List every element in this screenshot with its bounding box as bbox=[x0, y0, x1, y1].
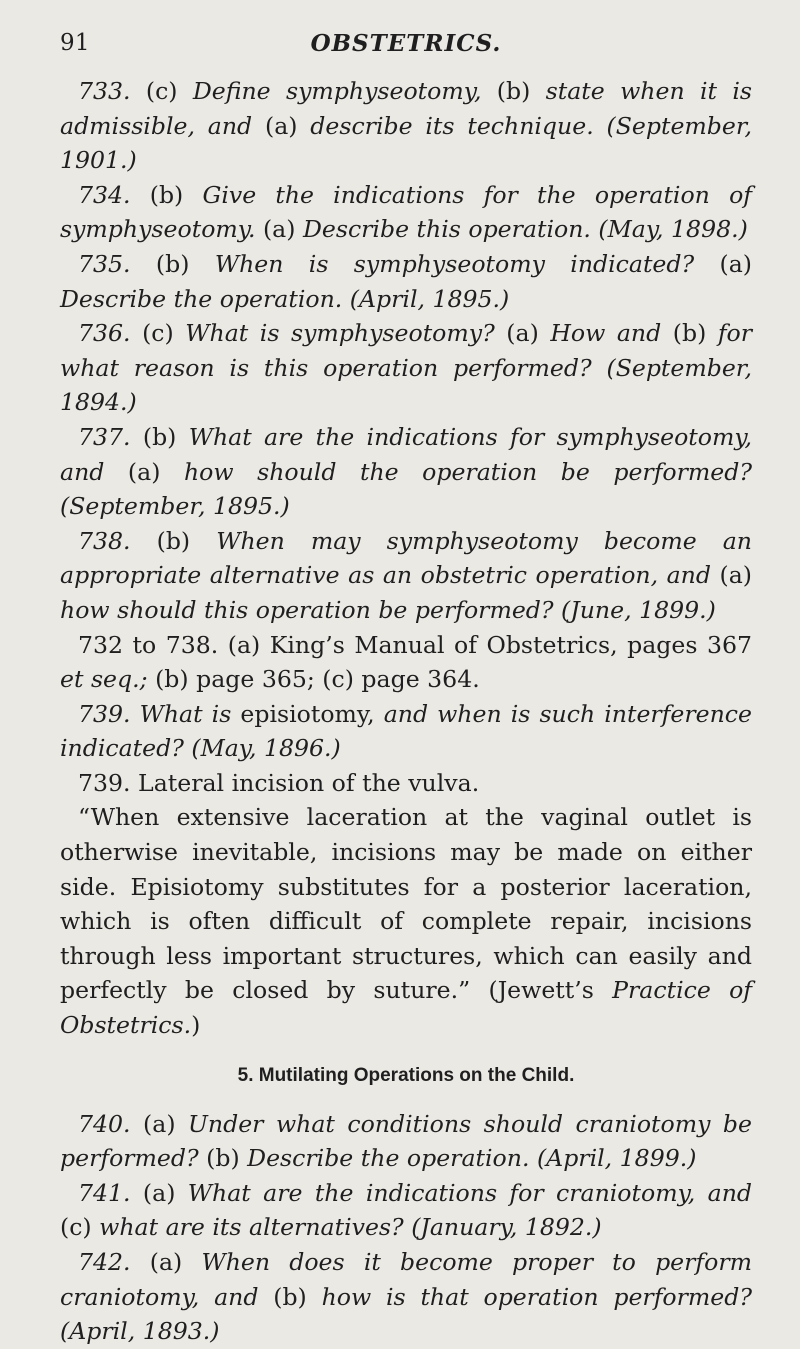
page-header bbox=[60, 30, 752, 64]
running-title: OBSTETRICS. bbox=[310, 30, 502, 57]
answer-739: 739. Lateral incision of the vulva. bbox=[78, 768, 480, 797]
question-740: 740. (a) Under what conditions should craniotomy be performed? (b) Describe the operation. (April, 1899.) bbox=[60, 1109, 752, 1173]
question-734: 734. (b) Give the indications for the operation of symphyseotomy. (a) Describe this operation. (May, 1898.) bbox=[60, 180, 753, 244]
page-content bbox=[60, 74, 752, 1349]
question-738: 738. (b) When may symphyseotomy become an appropriate alternative as an obstetric operation, and (a) how should this operation be performed? (June, 1899.) bbox=[60, 526, 752, 624]
question-739: 739. What is episiotomy, and when is such interference indicated? (May, 1896.) bbox=[60, 699, 752, 763]
page-number: 91 bbox=[60, 30, 90, 56]
question-741: 741. (a) What are the indications for craniotomy, and (c) what are its alternatives? (January, 1892.) bbox=[60, 1178, 753, 1242]
answer-732-738: 732 to 738. (a) King’s Manual of Obstetrics, pages 367 et seq.; (b) page 365; (c) page 364. bbox=[60, 630, 752, 694]
question-742: 742. (a) When does it become proper to perform craniotomy, and (b) how is that operation performed? (April, 1893.) bbox=[60, 1248, 752, 1346]
question-733: 733. (c) Define symphyseotomy, (b) state when it is admissible, and (a) describe its technique. (September, 1901.) bbox=[60, 77, 753, 175]
question-736: 736. (c) What is symphyseotomy? (a) How and (b) for what reason is this operation performed? (September, 1894.) bbox=[60, 319, 753, 417]
question-735: 735. (b) When is symphyseotomy indicated? (a) Describe the operation. (April, 1895.) bbox=[60, 249, 753, 313]
answer-739-quote: “When extensive laceration at the vaginal outlet is otherwise inevitable, incisions may be made on either side. Episiotomy substitutes for a posterior laceration, which is often difficult of complete repair, incisions through less important structures, which can easily and perfectly be closed by suture.” (Jewett’s Practice of Obstetrics.) bbox=[60, 803, 753, 1040]
question-737: 737. (b) What are the indications for symphyseotomy, and (a) how should the operation be performed? (September, 1895.) bbox=[60, 422, 753, 521]
section-heading: 5. Mutilating Operations on the Child. bbox=[237, 1064, 575, 1086]
